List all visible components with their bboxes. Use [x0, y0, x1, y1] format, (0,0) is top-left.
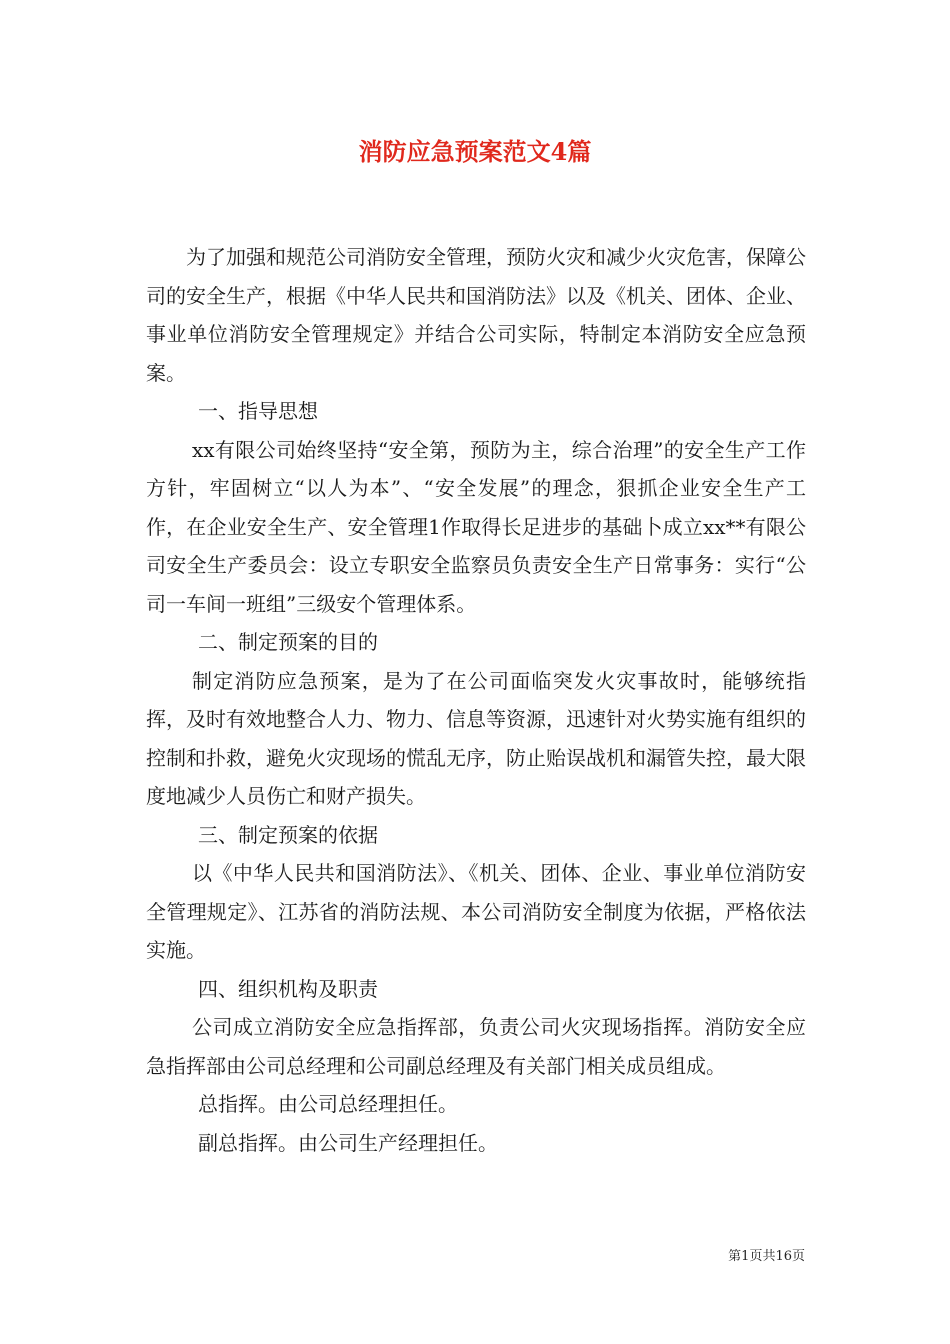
document-body	[146, 238, 806, 1162]
paragraph-deputy-commander: 副总指挥。由公司生产经理担任。	[198, 1130, 498, 1155]
section-heading-organization: 四、组织机构及职责	[198, 976, 378, 1001]
document-title: 消防应急预案范文4篇	[358, 137, 592, 166]
paragraph-intro: 为了加强和规范公司消防安全管理，预防火灾和减少火灾危害，保障公司的安全生产，根据《中华人民共和国消防法》以及《机关、团体、企业、事业单位消防安全管理规定》并结合公司实际，特制定本消防安全应急预案。	[146, 245, 806, 385]
paragraph-guiding-ideology: xx有限公司始终坚持“安全第，预防为主，综合治理”的安全生产工作方针，牢固树立“以人为本”、“安全发展”的理念，狠抓企业安全生产工作，在企业安全生产、安全管理1作取得长足进步的基础卜成立xx**有限公司安全生产委员会：设立专职安全监察员负责安全生产日常事务：实行“公司一车间一班组”三级安个管理体系。	[146, 437, 806, 616]
paragraph-commander: 总指挥。由公司总经理担任。	[198, 1092, 458, 1116]
section-heading-guiding-ideology: 一、指导思想	[198, 399, 318, 423]
page-number-footer: 第1页共16页	[728, 1249, 805, 1264]
paragraph-basis: 以《中华人民共和国消防法》、《机关、团体、企业、事业单位消防安全管理规定》、江苏省的消防法规、本公司消防安全制度为依据，严格依法实施。	[146, 861, 806, 962]
paragraph-purpose: 制定消防应急预案，是为了在公司面临突发火灾事故时，能够统指挥，及时有效地整合人力、物力、信息等资源，迅速针对火势实施有组织的控制和扑救，避免火灾现场的慌乱无序，防止贻误战机和漏管失控，最大限度地减少人员伤亡和财产损失。	[146, 668, 806, 808]
section-heading-purpose: 二、制定预案的目的	[198, 630, 378, 654]
section-heading-basis: 三、制定预案的依据	[198, 822, 378, 847]
paragraph-organization: 公司成立消防安全应急指挥部，负责公司火灾现场指挥。消防安全应急指挥部由公司总经理和公司副总经理及有关部门相关成员组成。	[146, 1015, 806, 1078]
